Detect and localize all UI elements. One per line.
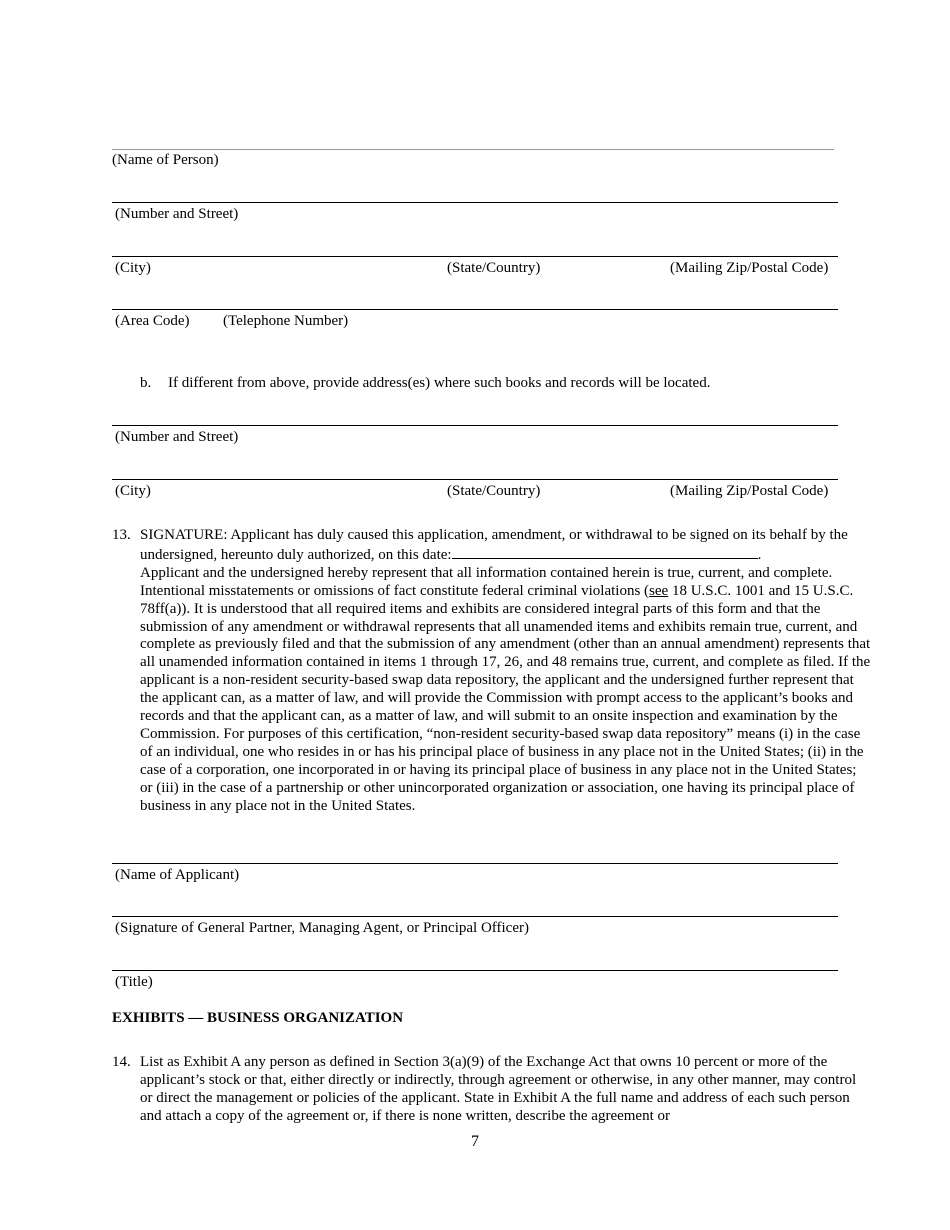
- item-14-number: 14.: [112, 1054, 131, 1070]
- number-and-street-line[interactable]: [112, 202, 838, 203]
- alt-city-state-zip-line[interactable]: [112, 479, 838, 480]
- title-label: (Title): [115, 974, 153, 990]
- signature-label: (Signature of General Partner, Managing Agent, or Principal Officer): [115, 920, 529, 936]
- number-and-street-label: (Number and Street): [115, 206, 239, 222]
- item-14-exhibit-a: [112, 1054, 872, 1126]
- alt-number-and-street-line[interactable]: [112, 425, 838, 426]
- alt-mailing-zip-label: (Mailing Zip/Postal Code): [670, 483, 829, 499]
- signature-date-field[interactable]: [452, 545, 758, 559]
- name-of-applicant-label: (Name of Applicant): [115, 867, 240, 883]
- signature-line[interactable]: [112, 916, 838, 917]
- city-label: (City): [115, 260, 151, 276]
- item-13-certification-text: 18 U.S.C. 1001 and 15 U.S.C. 78ff(a)). It is understood that all required items and exhibits are considered integral parts of this form and that the submission of any amendment or withdrawal represents that all unamended items and exhibits remain true, current, and complete as previously filed and that the submission of any amendment (other than an annual amendment) represents that all unamended information contained in items 1 through 17, 26, and 48 remains true, current, and complete as filed. If the applicant is a non-resident security-based swap data repository, the applicant and the undersigned further represent that the applicant can, as a matter of law, and will provide the Commission with prompt access to the applicant’s books and records and that the applicant can, as a matter of law, and will submit to an onsite inspection and examination by the Commission. For purposes of this certification, “non-resident security-based swap data repository” means (i) in the case of an individual, one who resides in or has his principal place of business in any place not in the United States; (ii) in the case of a corporation, one incorporated in or having its principal place of business in any place not in the United States; or (iii) in the case of a partnership or other unincorporated organization or association, one having its principal place of business in any place not in the United States.: [140, 582, 871, 814]
- title-line[interactable]: [112, 970, 838, 971]
- item-13-number: 13.: [112, 527, 131, 543]
- page-number: 7: [471, 1133, 479, 1150]
- item-13-signature-intro: SIGNATURE: Applicant has duly caused this application, amendment, or withdrawal to be signed on its behalf by the undersigned, hereunto duly authorized, on this date:: [140, 527, 848, 563]
- state-country-label: (State/Country): [447, 260, 541, 276]
- item-b-text: If different from above, provide address(es) where such books and records will be located.: [168, 375, 711, 391]
- area-code-label: (Area Code): [115, 313, 190, 329]
- item-14-text: List as Exhibit A any person as defined in Section 3(a)(9) of the Exchange Act that owns 10 percent or more of the applicant’s stock or that, either directly or indirectly, through agreement or otherwise, in any other manner, may control or direct the management or policies of the applicant. State in Exhibit A the full name and address of each such person and attach a copy of the agreement or, if there is none written, describe the agreement or: [140, 1054, 857, 1124]
- name-of-person-label: (Name of Person): [112, 152, 219, 168]
- mailing-zip-label: (Mailing Zip/Postal Code): [670, 260, 829, 276]
- item-13-signature-certification: [112, 527, 872, 816]
- exhibits-heading: EXHIBITS — BUSINESS ORGANIZATION: [112, 1010, 404, 1026]
- alt-city-label: (City): [115, 483, 151, 499]
- alt-number-and-street-label: (Number and Street): [115, 429, 239, 445]
- item-13-date-period: .: [757, 546, 762, 563]
- item-13-representation-text: Applicant and the undersigned hereby represent that all information contained herein is true, current, and complete. Intentional misstatements or omissions of fact constitute federal criminal violations (: [140, 564, 833, 599]
- alt-state-country-label: (State/Country): [447, 483, 541, 499]
- telephone-number-label: (Telephone Number): [223, 313, 349, 329]
- city-state-zip-line[interactable]: [112, 256, 838, 257]
- name-of-applicant-line[interactable]: [112, 863, 838, 864]
- item-b-letter: b.: [140, 375, 152, 391]
- name-of-person-line[interactable]: [112, 149, 834, 150]
- telephone-line[interactable]: [112, 309, 838, 310]
- item-13-see-reference: see: [649, 582, 669, 599]
